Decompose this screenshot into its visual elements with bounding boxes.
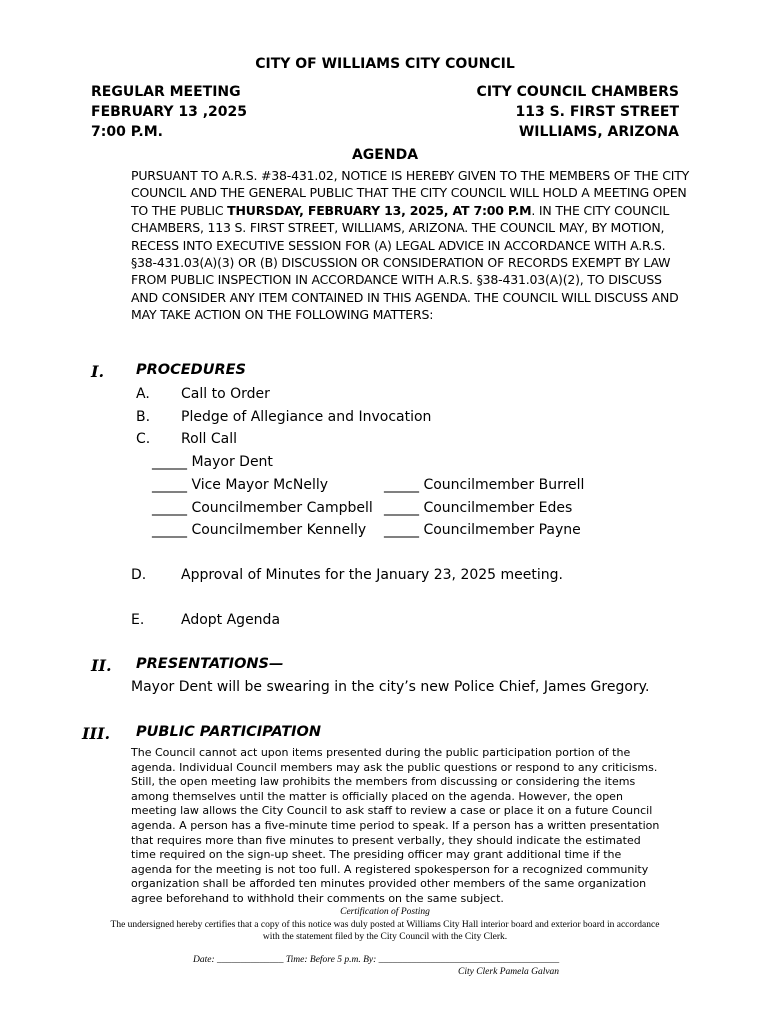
item-a-letter: A.: [136, 386, 150, 402]
notice-date-bold: THURSDAY, FEBRUARY 13, 2025, AT 7:00 P.M: [227, 202, 532, 218]
agenda-heading: AGENDA: [351, 147, 419, 163]
item-b-text: Pledge of Allegiance and Invocation: [181, 409, 432, 425]
item-a-text: Call to Order: [181, 386, 270, 402]
section-3-title: PUBLIC PARTICIPATION: [136, 724, 322, 740]
meeting-time: 7:00 P.M.: [91, 124, 163, 140]
meeting-type: REGULAR MEETING: [91, 84, 241, 100]
item-d-letter: D.: [131, 567, 147, 583]
roll-call-name: Mayor Dent: [191, 454, 273, 470]
certification-line-2: with the statement filed by the City Council with the City Clerk.: [262, 932, 508, 942]
meeting-location: [477, 82, 679, 142]
roll-call-blank: _____: [152, 477, 187, 493]
location-street: 113 S. FIRST STREET: [515, 104, 679, 120]
item-e-letter: E.: [131, 612, 145, 628]
item-b-letter: B.: [136, 409, 151, 425]
roll-call-blank: _____: [152, 522, 187, 538]
section-3-numeral: III.: [82, 724, 111, 743]
section-2-numeral: II.: [91, 656, 112, 675]
item-c-text: Roll Call: [181, 431, 238, 447]
roll-call-blank: _____: [384, 522, 419, 538]
roll-call-blank: _____: [384, 500, 419, 516]
city-clerk-name: City Clerk Pamela Galvan: [458, 967, 560, 977]
roll-call-entry: [384, 522, 581, 538]
item-c-letter: C.: [136, 431, 151, 447]
roll-call-name: Councilmember Edes: [423, 500, 573, 516]
roll-call-blank: _____: [152, 454, 187, 470]
meeting-info: [91, 82, 247, 142]
roll-call-name: Vice Mayor McNelly: [191, 477, 329, 493]
notice-text-start: PURSUANT TO A.R.S. #38-431.02, NOTICE IS HEREBY GIVEN TO THE MEMBERS OF THE CITY COUNCIL AND THE GENERAL PUBLIC THAT THE CITY COUNCIL WILL HOLD A MEETING OPEN TO THE PUBLIC: [131, 168, 690, 218]
presentation-text: Mayor Dent will be swearing in the city’s new Police Chief, James Gregory.: [131, 679, 650, 695]
section-2-title: PRESENTATIONS—: [136, 656, 284, 672]
roll-call-name: Councilmember Kennelly: [191, 522, 367, 538]
signature-line: Date: ______________ Time: Before 5 p.m. By: ______________________________________: [193, 955, 560, 965]
roll-call-name: Councilmember Campbell: [191, 500, 373, 516]
location-name: CITY COUNCIL CHAMBERS: [476, 84, 679, 100]
certification-heading: Certification of Posting: [340, 907, 430, 917]
location-city: WILLIAMS, ARIZONA: [518, 124, 679, 140]
document-title: CITY OF WILLIAMS CITY COUNCIL: [255, 56, 515, 72]
roll-call-name: Councilmember Payne: [423, 522, 581, 538]
public-notice: [131, 167, 691, 324]
public-participation-text: The Council cannot act upon items presented during the public participation portion of the agenda. Individual Council members may ask the public questions or respond to any criticisms. Still, the open meeting law prohibits the members from discussing or considering the items among themselves until the matter is officially placed on the agenda. However, the open meeting law allows the City Council to ask staff to review a case or place it on a future Council agenda. A person has a five-minute time period to speak. If a person has a written presentation that requires more than five minutes to present verbally, they should indicate the estimated time required on the sign-up sheet. The presiding officer may grant additional time if the agenda for the meeting is not too full. A registered spokesperson for a recognized community organization shall be afforded ten minutes provided other members of the same organization agree beforehand to withhold their comments on the same subject.: [131, 746, 660, 905]
roll-call-entry: [384, 500, 572, 516]
roll-call-blank: _____: [384, 477, 419, 493]
notice-text-end: . IN THE CITY COUNCIL CHAMBERS, 113 S. FIRST STREET, WILLIAMS, ARIZONA. THE COUNCIL MAY, BY MOTION, RECESS INTO EXECUTIVE SESSION FOR (A) LEGAL ADVICE IN ACCORDANCE WITH A.R.S. §38-431.03(A)(3) OR (B) DISCUSSION OR CONSIDERATION OF RECORDS EXEMPT BY LAW FROM PUBLIC INSPECTION IN ACCORDANCE WITH A.R.S. §38-431.03(A)(2), TO DISCUSS AND CONSIDER ANY ITEM CONTAINED IN THIS AGENDA. THE COUNCIL WILL DISCUSS AND MAY TAKE ACTION ON THE FOLLOWING MATTERS:: [131, 202, 679, 323]
item-e-text: Adopt Agenda: [181, 612, 281, 628]
roll-call-name: Councilmember Burrell: [423, 477, 585, 493]
section-1-title: PROCEDURES: [136, 362, 246, 378]
roll-call-entry: [152, 477, 328, 493]
roll-call-entry: [384, 477, 584, 493]
meeting-date: FEBRUARY 13 ,2025: [91, 104, 248, 120]
roll-call-entry: [152, 500, 373, 516]
roll-call-blank: _____: [152, 500, 187, 516]
item-d-text: Approval of Minutes for the January 23, 2025 meeting.: [181, 567, 563, 583]
roll-call-entry: [152, 454, 273, 470]
certification-line-1: The undersigned hereby certifies that a copy of this notice was duly posted at Williams City Hall interior board and exterior board in accordance: [110, 920, 660, 930]
roll-call-entry: [152, 522, 366, 538]
section-1-numeral: I.: [91, 362, 105, 381]
